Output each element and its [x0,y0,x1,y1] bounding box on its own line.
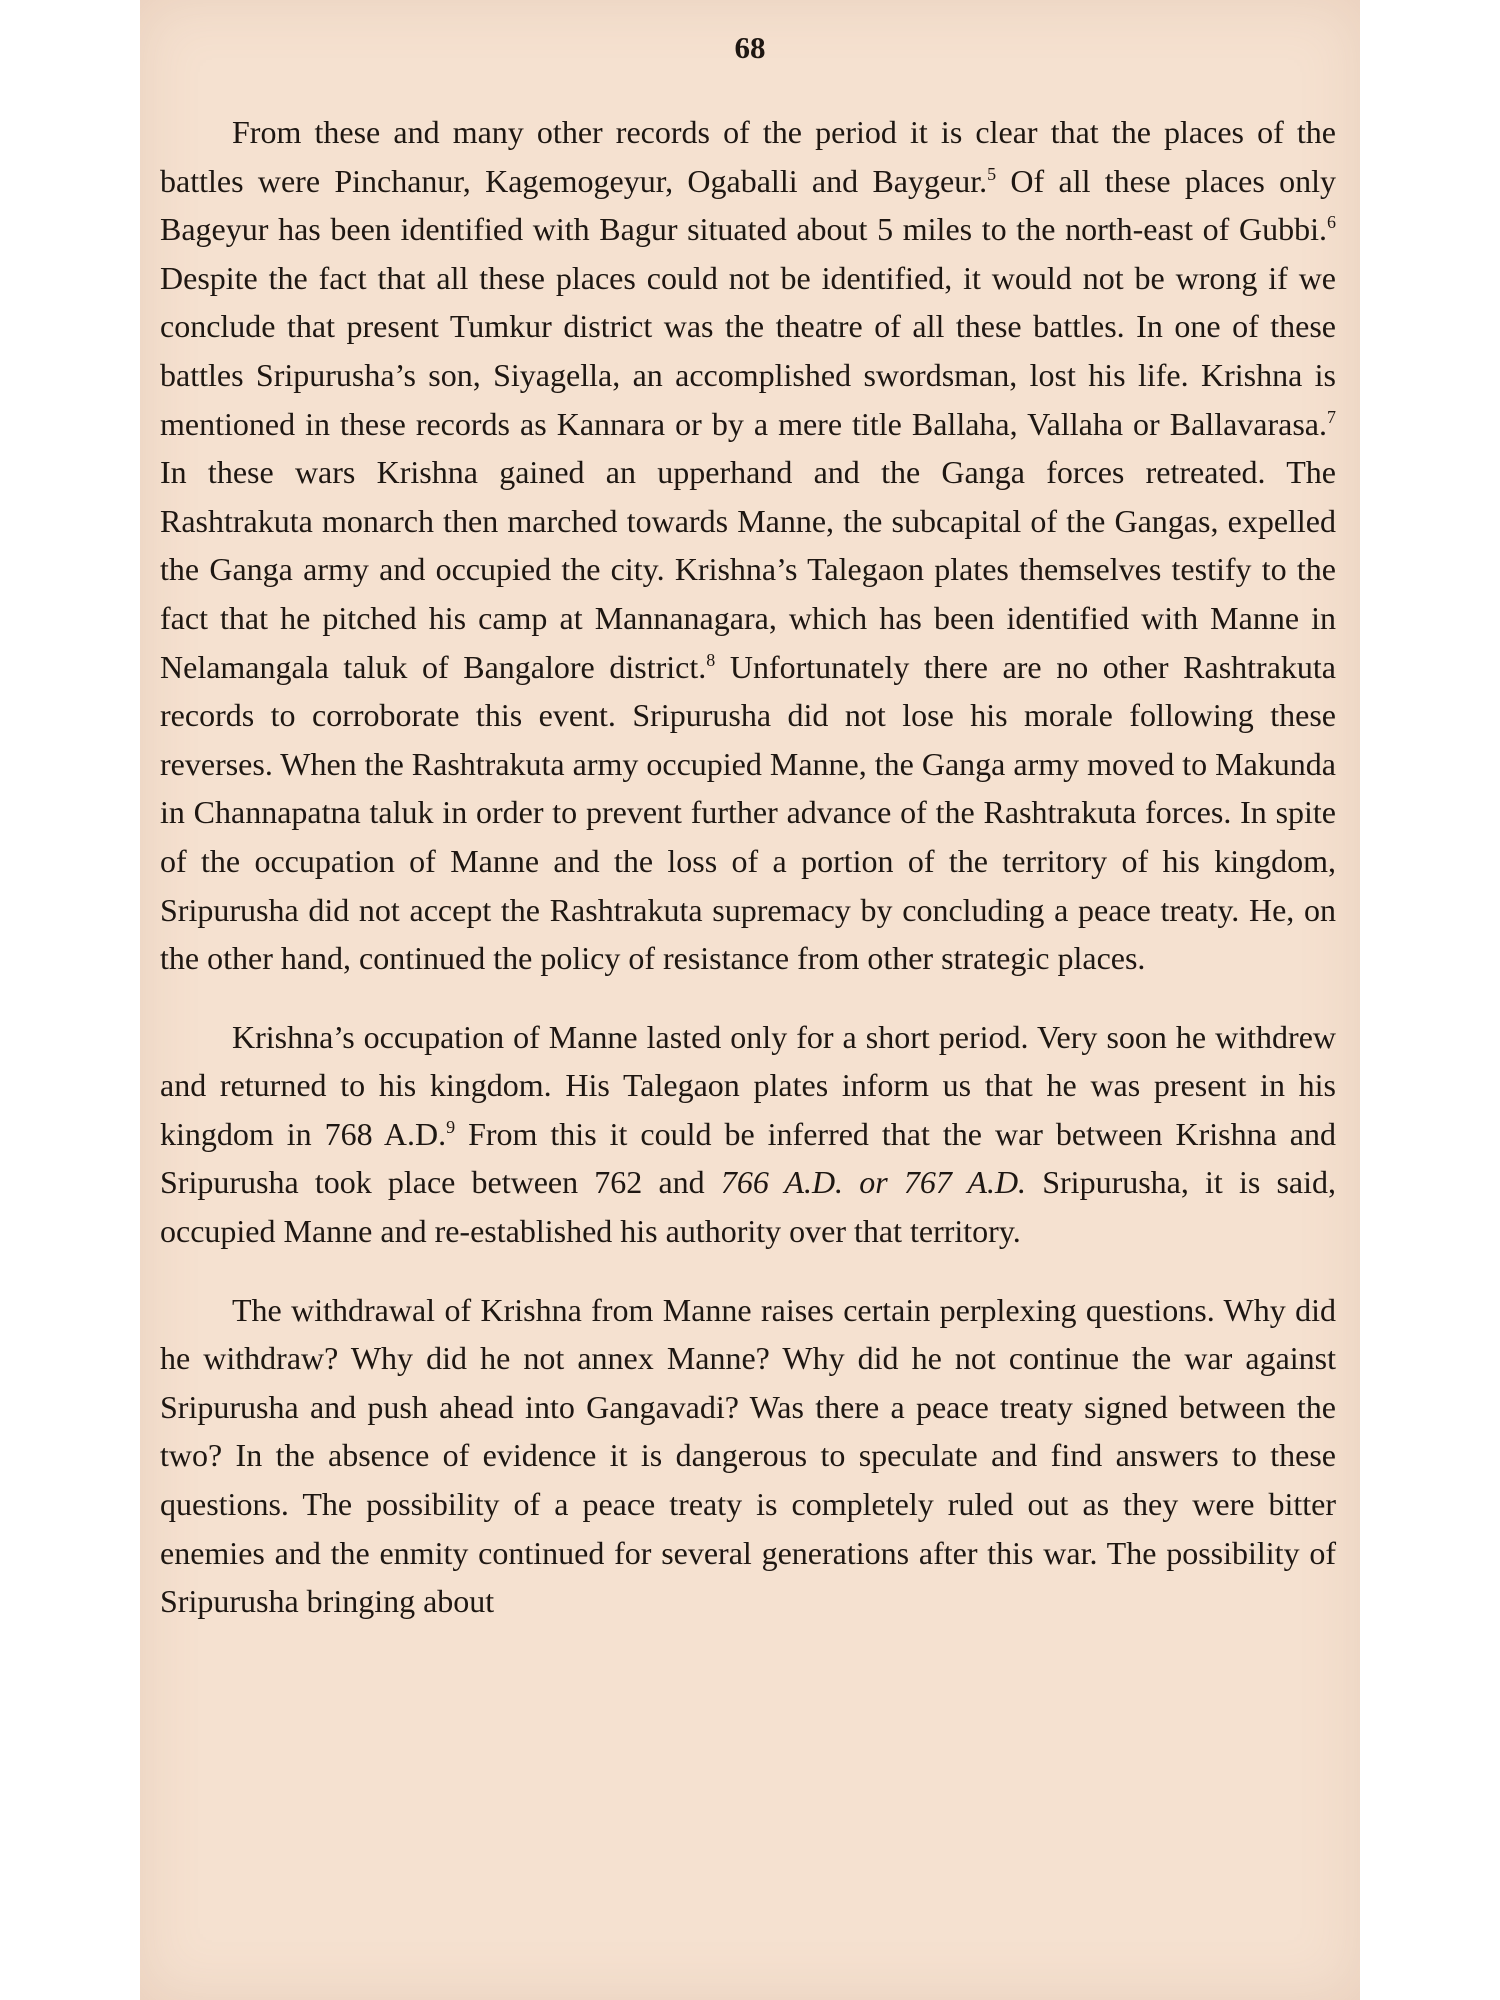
text-run: From this it could be inferred that the war between Krishna and Sripurusha took place between 762 and [160,1115,1337,1201]
body-text [160,108,1336,1626]
italic-text: 766 A.D. or 767 A.D. [720,1164,1027,1201]
paragraph-3 [160,1286,1336,1626]
text-run: Unfortunately there are no other Rashtrakuta records to corroborate this event. Sripurusha did not lose his morale following these reverses. When the Rashtrakuta army occupied Manne, the Ganga army moved to Makunda in Channapatna taluk in order to prevent further advance of the Rashtrakuta forces. In spite of the occupation of Manne and the loss of a portion of the territory of his kingdom, Sripurusha did not accept the Rashtrakuta supremacy by concluding a peace treaty. He, on the other hand, continued the policy of resistance from other strategic places. [160,648,1337,977]
paragraph-1 [160,108,1336,983]
footnote-ref: 7 [1327,406,1336,427]
page-number: 68 [734,30,766,65]
text-run: In these wars Krishna gained an upperhand and the Ganga forces retreated. The Rashtrakuta monarch then marched towards Manne, the subcapital of the Gangas, expelled the Ganga army and occupied the city. Krishna’s Talegaon plates themselves testify to the fact that he pitched his camp at Mannanagara, which has been identified with Manne in Nelamangala taluk of Bangalore district. [160,454,1336,685]
book-page [140,0,1360,2000]
footnote-ref: 8 [706,649,716,670]
text-run: From these and many other records of the period it is clear that the places of the battles were Pinchanur, Kagemogeyur, Ogaballi and Baygeur. [160,114,1336,199]
footnote-ref: 6 [1327,212,1336,233]
text-run: Sripurusha, it is said, occupied Manne and re-established his authority over that territory. [160,1164,1337,1250]
text-run: The withdrawal of Krishna from Manne raises certain perplexing questions. Why did he withdraw? Why did he not annex Manne? Why did he not continue the war against Sripurusha and push ahead into Gangavadi? Was there a peace treaty signed between the two? In the absence of evidence it is dangerous to speculate and find answers to these questions. The possibility of a peace treaty is completely ruled out as they were bitter enemies and the enmity continued for several generations after this war. The possibility of Sripurusha bringing about [160,1291,1336,1620]
paragraph-2 [160,1013,1336,1256]
footnote-ref: 9 [446,1116,456,1137]
text-run: Of all these places only Bageyur has been identified with Bagur situated about 5 miles to the north-east of Gubbi. [160,162,1337,248]
footnote-ref: 5 [987,163,997,184]
text-run: Krishna’s occupation of Manne lasted only for a short period. Very soon he withdrew and returned to his kingdom. His Talegaon plates inform us that he was present in his kingdom in 768 A.D. [160,1018,1336,1152]
text-run: Despite the fact that all these places could not be identified, it would not be wrong if we conclude that present Tumkur district was the theatre of all these battles. In one of these battles Sripurusha’s son, Siyagella, an accomplished swordsman, lost his life. Krishna is mentioned in these records as Kannara or by a mere title Ballaha, Vallaha or Ballavarasa. [160,259,1336,442]
